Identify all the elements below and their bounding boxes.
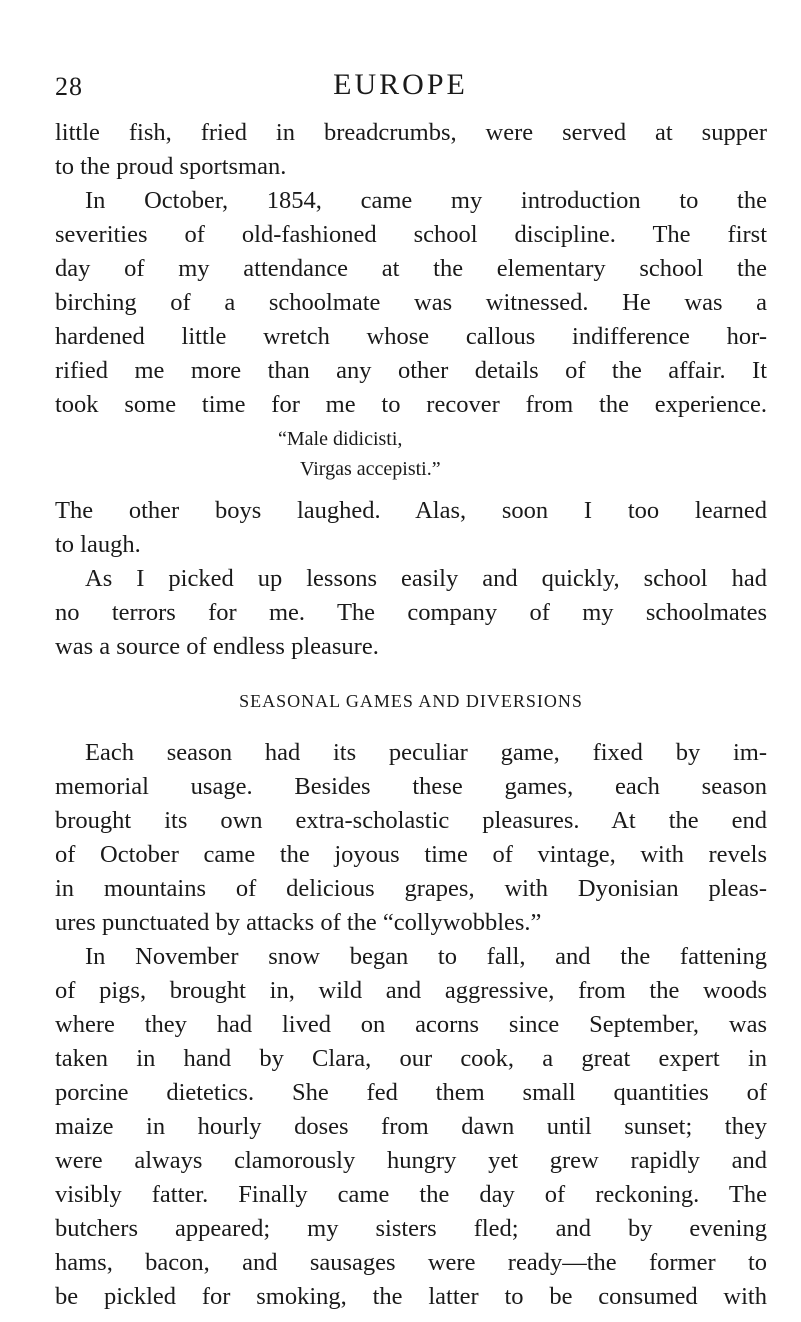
text-line: taken in hand by Clara, our cook, a great expert in bbox=[55, 1045, 767, 1072]
text-line: severities of old-fashioned school discipline. The first bbox=[55, 221, 767, 248]
text-line: porcine dietetics. She fed them small quantities of bbox=[55, 1079, 767, 1106]
text-line: were always clamorously hungry yet grew rapidly and bbox=[55, 1147, 767, 1174]
page-body bbox=[55, 116, 767, 1314]
text-line: little fish, fried in breadcrumbs, were served at supper bbox=[55, 119, 767, 146]
text-line: to laugh. bbox=[55, 531, 141, 558]
text-line: ures punctuated by attacks of the “collywobbles.” bbox=[55, 909, 542, 936]
text-line: hardened little wretch whose callous indifference hor- bbox=[55, 323, 767, 350]
running-head: EUROPE bbox=[333, 68, 468, 101]
verse-line: “Male didicisti, bbox=[278, 428, 403, 450]
text-line: In November snow began to fall, and the fattening bbox=[85, 943, 767, 970]
verse-line: Virgas accepisti.” bbox=[300, 458, 441, 480]
text-line: to the proud sportsman. bbox=[55, 153, 287, 180]
page-number: 28 bbox=[55, 72, 83, 101]
text-line: maize in hourly doses from dawn until sunset; they bbox=[55, 1113, 767, 1140]
text-line: In October, 1854, came my introduction to the bbox=[85, 187, 767, 214]
text-line: in mountains of delicious grapes, with Dyonisian pleas- bbox=[55, 875, 767, 902]
text-line: visibly fatter. Finally came the day of reckoning. The bbox=[55, 1181, 767, 1208]
section-heading: SEASONAL GAMES AND DIVERSIONS bbox=[239, 691, 583, 711]
text-line: rified me more than any other details of the affair. It bbox=[55, 357, 767, 384]
text-line: be pickled for smoking, the latter to be consumed with bbox=[55, 1283, 767, 1310]
text-line: day of my attendance at the elementary school the bbox=[55, 255, 767, 282]
text-line: where they had lived on acorns since September, was bbox=[55, 1011, 767, 1038]
text-line: was a source of endless pleasure. bbox=[55, 633, 379, 660]
text-line: hams, bacon, and sausages were ready—the former to bbox=[55, 1249, 767, 1276]
text-line: brought its own extra-scholastic pleasures. At the end bbox=[55, 807, 767, 834]
text-line: Each season had its peculiar game, fixed by im- bbox=[85, 739, 767, 766]
text-line: birching of a schoolmate was witnessed. He was a bbox=[55, 289, 767, 316]
text-line: The other boys laughed. Alas, soon I too learned bbox=[55, 497, 767, 524]
text-line: memorial usage. Besides these games, each season bbox=[55, 773, 767, 800]
text-line: of pigs, brought in, wild and aggressive, from the woods bbox=[55, 977, 767, 1004]
text-line: took some time for me to recover from the experience. bbox=[55, 391, 767, 418]
text-line: no terrors for me. The company of my schoolmates bbox=[55, 599, 767, 626]
text-line: butchers appeared; my sisters fled; and by evening bbox=[55, 1215, 767, 1242]
text-line: As I picked up lessons easily and quickly, school had bbox=[85, 565, 767, 592]
verse-quote bbox=[55, 422, 767, 494]
text-line: of October came the joyous time of vintage, with revels bbox=[55, 841, 767, 868]
